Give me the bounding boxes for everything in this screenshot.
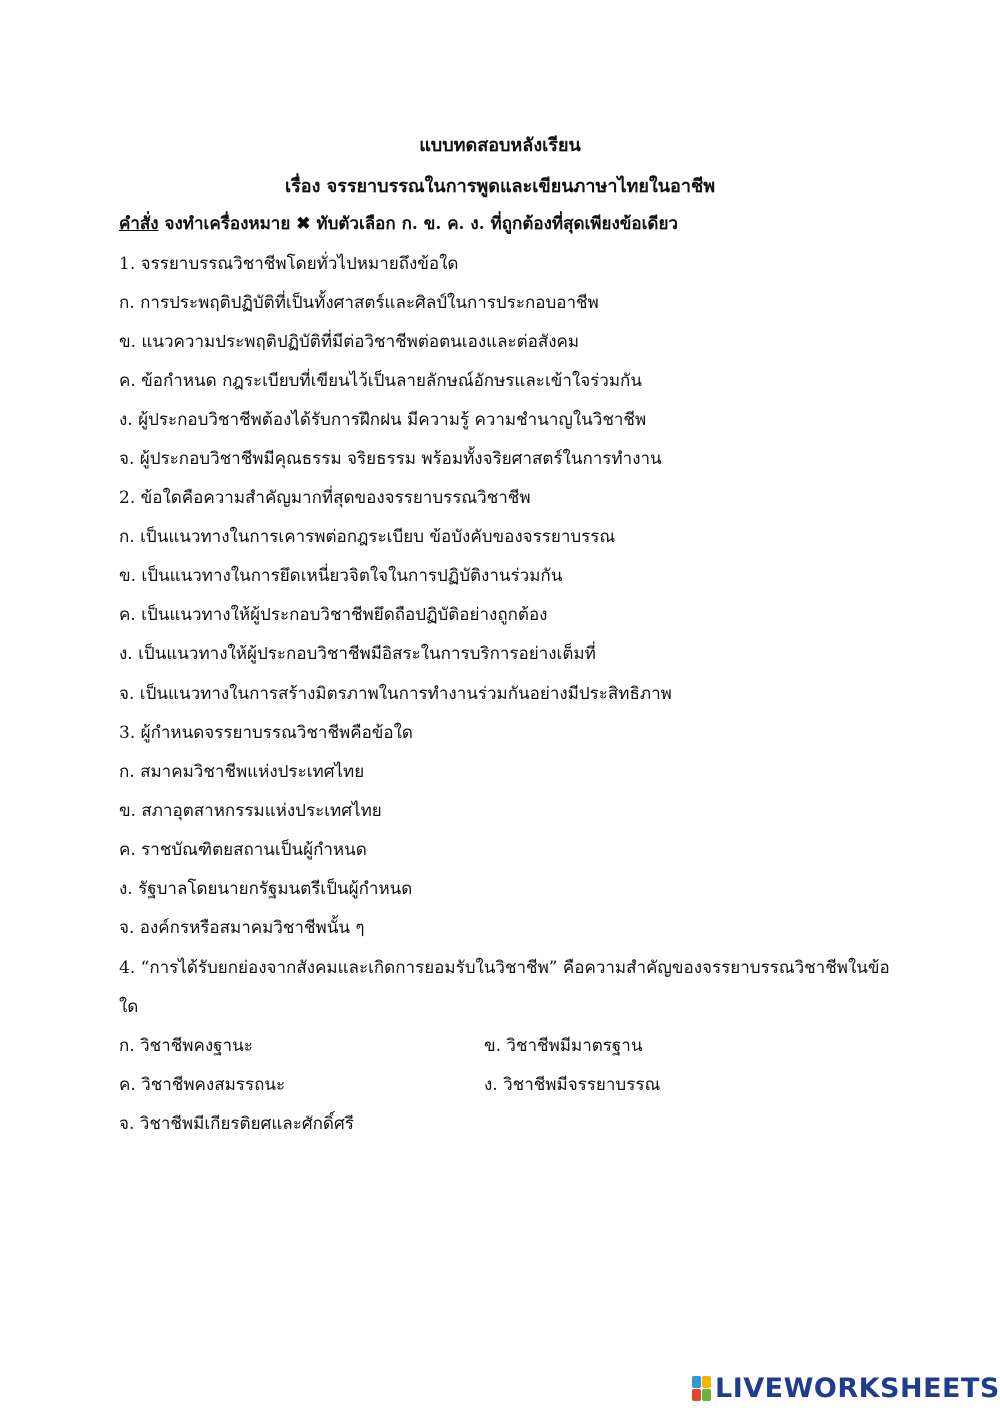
q2-choice-d[interactable]: ง. เป็นแนวทางให้ผู้ประกอบวิชาชีพมีอิสระในการบริการอย่างเต็มที่ xyxy=(119,644,596,664)
instruction xyxy=(119,210,678,237)
q1-choice-a[interactable]: ก. การประพฤติปฏิบัติที่เป็นทั้งศาสตร์และศิลป์ในการประกอบอาชีพ xyxy=(119,293,599,313)
q3-choice-b[interactable]: ข. สภาอุตสาหกรรมแห่งประเทศไทย xyxy=(119,801,382,821)
q2-choice-a[interactable]: ก. เป็นแนวทางในการเคารพต่อกฎระเบียบ ข้อบังคับของจรรยาบรรณ xyxy=(119,527,616,547)
q3-choice-e[interactable]: จ. องค์กรหรือสมาคมวิชาชีพนั้น ๆ xyxy=(119,918,365,938)
brand-name: LIVEWORKSHEETS xyxy=(715,1373,1000,1404)
question-1: 1. จรรยาบรรณวิชาชีพโดยทั่วไปหมายถึงข้อใด xyxy=(119,254,459,274)
q2-choice-c[interactable]: ค. เป็นแนวทางให้ผู้ประกอบวิชาชีพยึดถือปฏิบัติอย่างถูกต้อง xyxy=(119,605,548,625)
instruction-text: จงทำเครื่องหมาย ✖ ทับตัวเลือก ก. ข. ค. ง. ที่ถูกต้องที่สุดเพียงข้อเดียว xyxy=(164,214,678,234)
liveworksheets-logo xyxy=(692,1373,1000,1404)
q2-choice-e[interactable]: จ. เป็นแนวทางในการสร้างมิตรภาพในการทำงานร่วมกันอย่างมีประสิทธิภาพ xyxy=(119,684,672,704)
question-3: 3. ผู้กำหนดจรรยาบรรณวิชาชีพคือข้อใด xyxy=(119,723,413,743)
q3-choice-d[interactable]: ง. รัฐบาลโดยนายกรัฐมนตรีเป็นผู้กำหนด xyxy=(119,879,413,899)
q1-choice-b[interactable]: ข. แนวความประพฤติปฏิบัติที่มีต่อวิชาชีพต่อตนเองและต่อสังคม xyxy=(119,332,580,352)
question-2: 2. ข้อใดคือความสำคัญมากที่สุดของจรรยาบรรณวิชาชีพ xyxy=(119,488,531,508)
q4-choice-c[interactable]: ค. วิชาชีพคงสมรรถนะ xyxy=(119,1075,286,1095)
q1-choice-e[interactable]: จ. ผู้ประกอบวิชาชีพมีคุณธรรม จริยธรรม พร้อมทั้งจริยศาสตร์ในการทำงาน xyxy=(119,449,662,469)
question-4-continued: ใด xyxy=(119,997,139,1017)
liveworksheets-logo-icon xyxy=(692,1376,712,1402)
q1-choice-d[interactable]: ง. ผู้ประกอบวิชาชีพต้องได้รับการฝึกฝน มีความรู้ ความชำนาญในวิชาชีพ xyxy=(119,410,647,430)
instruction-label: คำสั่ง xyxy=(119,214,159,234)
q4-choice-a[interactable]: ก. วิชาชีพคงฐานะ xyxy=(119,1036,253,1056)
q3-choice-a[interactable]: ก. สมาคมวิชาชีพแห่งประเทศไทย xyxy=(119,762,365,782)
q4-choice-d[interactable]: ง. วิชาชีพมีจรรยาบรรณ xyxy=(484,1075,661,1095)
q2-choice-b[interactable]: ข. เป็นแนวทางในการยึดเหนี่ยวจิตใจในการปฏิบัติงานร่วมกัน xyxy=(119,566,563,586)
q4-choice-e[interactable]: จ. วิชาชีพมีเกียรติยศและศักดิ์ศรี xyxy=(119,1114,354,1134)
worksheet-title: แบบทดสอบหลังเรียน xyxy=(419,135,581,156)
worksheet-subtitle: เรื่อง จรรยาบรรณในการพูดและเขียนภาษาไทยในอาชีพ xyxy=(284,176,716,197)
question-4: 4. “การได้รับยกย่องจากสังคมและเกิดการยอมรับในวิชาชีพ” คือความสำคัญของจรรยาบรรณวิชาชีพในข้อ xyxy=(119,958,890,978)
q4-choice-b[interactable]: ข. วิชาชีพมีมาตรฐาน xyxy=(484,1036,643,1056)
q3-choice-c[interactable]: ค. ราชบัณฑิตยสถานเป็นผู้กำหนด xyxy=(119,840,367,860)
q1-choice-c[interactable]: ค. ข้อกำหนด กฎระเบียบที่เขียนไว้เป็นลายลักษณ์อักษรและเข้าใจร่วมกัน xyxy=(119,371,642,391)
